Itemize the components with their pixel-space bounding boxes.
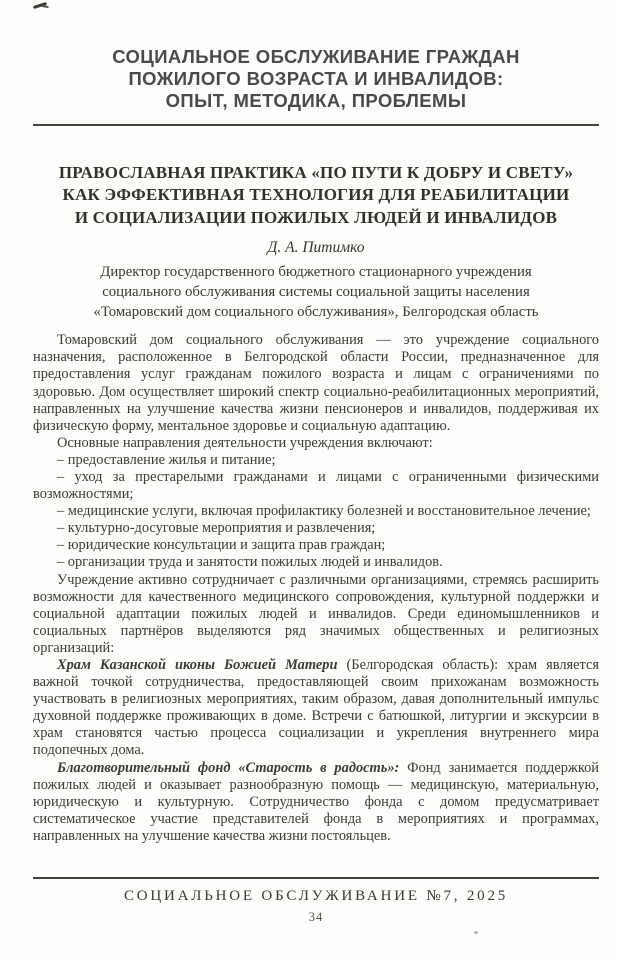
journal-footer-title: СОЦИАЛЬНОЕ ОБСЛУЖИВАНИЕ №7, 2025 — [123, 888, 509, 904]
article-title-line: И СОЦИАЛИЗАЦИИ ПОЖИЛЫХ ЛЮДЕЙ И ИНВАЛИДОВ — [74, 207, 558, 227]
affiliation-line: Директор государственного бюджетного стационарного учреждения — [100, 264, 532, 281]
page-footer — [33, 877, 599, 925]
paragraph: Томаровский дом социального обслуживания — это учреждение социального назначения, расположенное в Белгородской области России, предназначенное для предоставления услуг гражданам пожилого возраста и лицам с ограничениями по здоровью. Дом осуществляет широкий спектр социально-реабилитационных мероприятий, направленных на улучшение качества жизни пенсионеров и инвалидов, поддерживая их физическую форму, ментальное здоровье и социальную адаптацию. — [33, 332, 599, 434]
paragraph-text: Фонд занимается поддержкой пожилых людей и оказывает разнообразную помощь — медицинскую, материальную, юридическую и культурную. Сотрудничество фонда с домом предусматривает систематическое участие представителей фонда в мероприятиях и программах, направленных на улучшение качества жизни постояльцев. — [33, 759, 599, 844]
journal-section-header — [33, 0, 599, 112]
article-body — [33, 332, 599, 845]
affiliation-line: социального обслуживания системы социальной защиты населения — [102, 284, 530, 301]
partner-name-lead: Храм Казанской иконы Божией Матери — [57, 657, 338, 673]
paragraph — [33, 657, 599, 760]
author-affiliation — [33, 262, 599, 322]
affiliation-line: «Томаровский дом социального обслуживания», Белгородская область — [93, 304, 539, 321]
list-item-paragraph: – культурно-досуговые мероприятия и развлечения; — [57, 520, 376, 537]
list-item-paragraph: – медицинские услуги, включая профилактику болезней и восстановительное лечение; — [57, 503, 591, 520]
header-divider — [33, 124, 599, 126]
list-item-paragraph: – предоставление жилья и питание; — [57, 451, 276, 468]
paragraph: Учреждение активно сотрудничает с различными организациями, стремясь расширить возможности для качественного медицинского сопровождения, культурной поддержки и социальной адаптации пожилых людей и инвалидов. Среди единомышленников и социальных партнёров выделяются ряд значимых общественных и религиозных организаций: — [33, 571, 599, 656]
list-item-paragraph: – организации труда и занятости пожилых людей и инвалидов. — [57, 554, 443, 571]
partner-name-lead: Благотворительный фонд «Старость в радость»: — [57, 759, 400, 776]
list-item-paragraph: – уход за престарелыми гражданами и лицами с ограниченными физическими возможностями; — [33, 468, 599, 503]
article-title — [33, 162, 599, 229]
journal-header-line: ПОЖИЛОГО ВОЗРАСТА И ИНВАЛИДОВ: — [128, 68, 504, 89]
scan-speck — [474, 931, 478, 934]
paragraph: Основные направления деятельности учреждения включают: — [57, 434, 433, 451]
page-number: 34 — [308, 910, 324, 924]
list-item-paragraph: – юридические консультации и защита прав граждан; — [57, 537, 386, 554]
journal-header-line: ОПЫТ, МЕТОДИКА, ПРОБЛЕМЫ — [165, 90, 467, 111]
author-name: Д. А. Питимко — [267, 239, 365, 257]
journal-header-line: СОЦИАЛЬНОЕ ОБСЛУЖИВАНИЕ ГРАЖДАН — [112, 46, 520, 67]
article-title-line: КАК ЭФФЕКТИВНАЯ ТЕХНОЛОГИЯ ДЛЯ РЕАБИЛИТАЦИИ — [62, 185, 570, 205]
paragraph-text: (Белгородская область): храм является важной точкой сотрудничества, предоставляющей своим прихожанам возможность участвовать в религиозных мероприятиях, таким образом, давая дополнительный импульс духовной поддержке проживающих в доме. Встречи с батюшкой, литургии и экскурсии в храм становятся частью процесса социализации и укрепления внутреннего мира подопечных дома. — [33, 657, 599, 759]
article-title-line: ПРАВОСЛАВНАЯ ПРАКТИКА «ПО ПУТИ К ДОБРУ И СВЕТУ» — [58, 163, 574, 182]
paragraph — [33, 760, 599, 845]
footer-divider — [33, 877, 599, 879]
